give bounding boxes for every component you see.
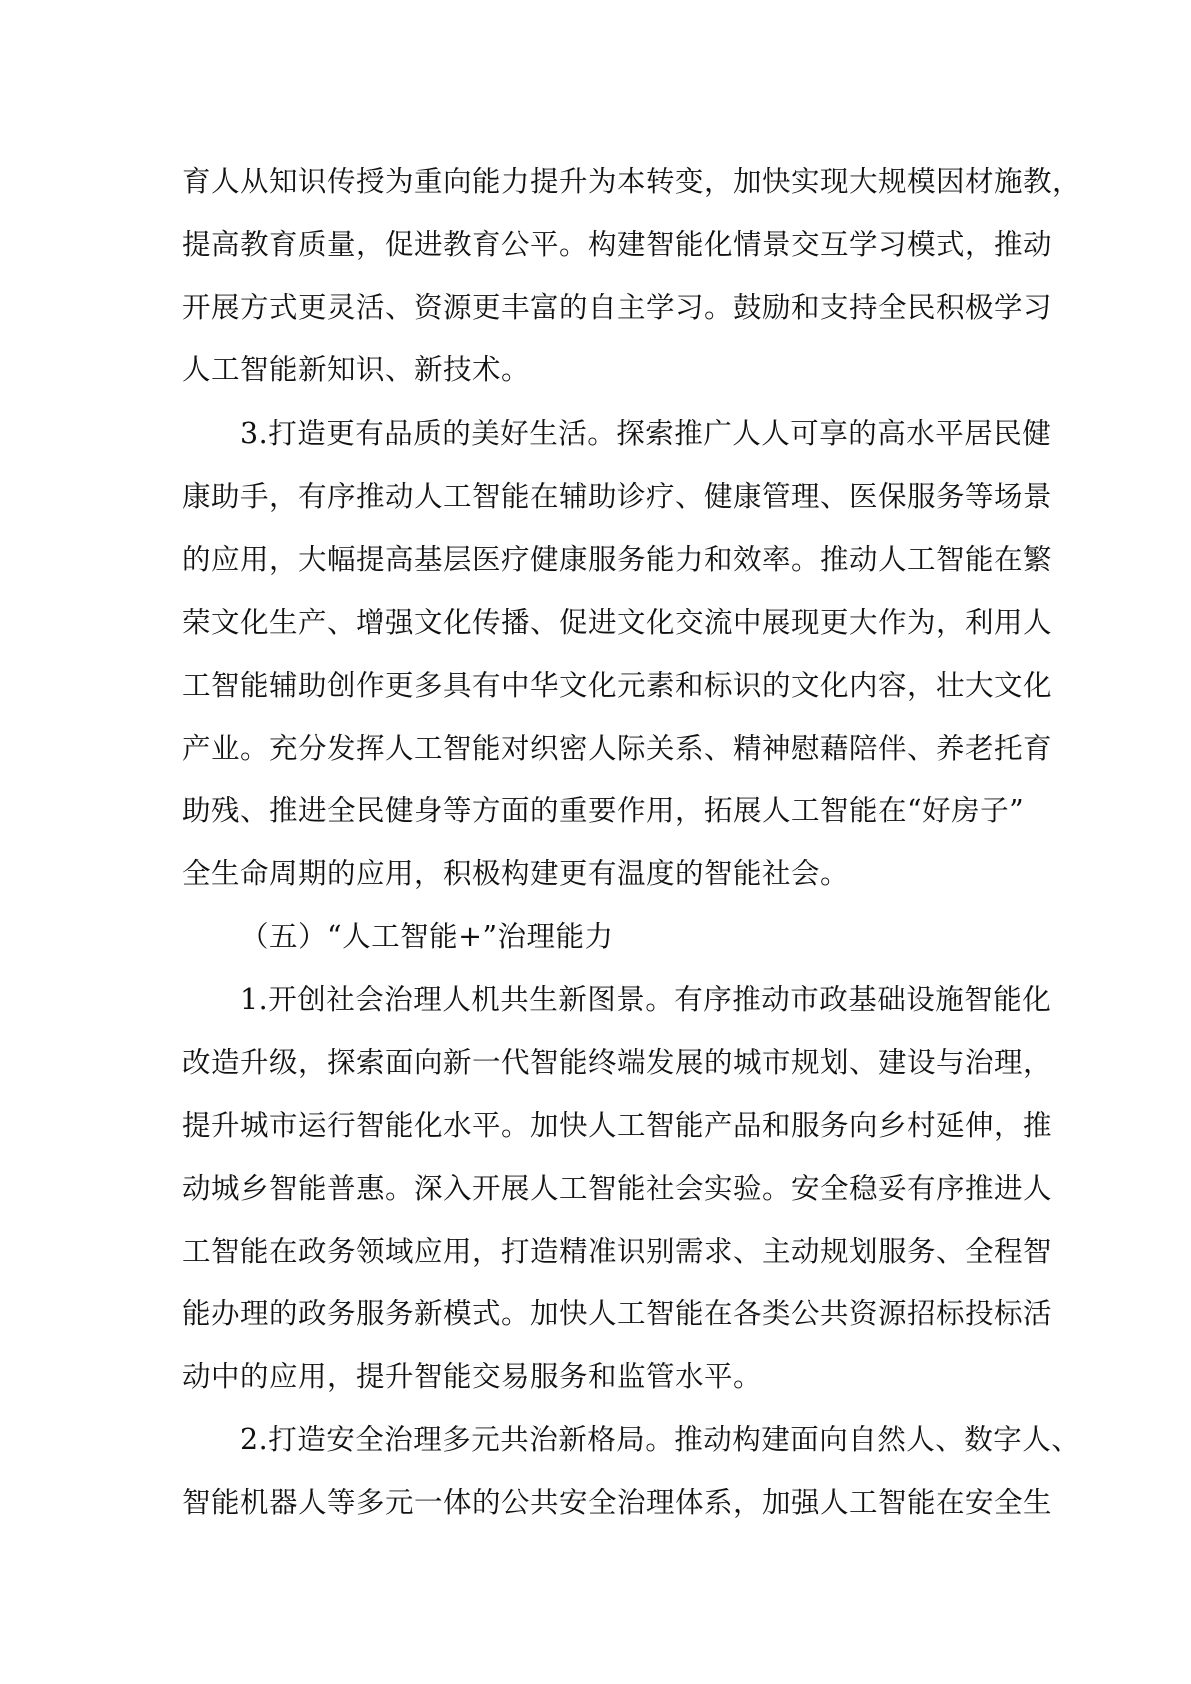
paragraph-first-line: 3.打造更有品质的美好生活。探索推广人人可享的高水平居民健 [240, 417, 1052, 450]
paragraph-line: 动城乡智能普惠。深入开展人工智能社会实验。安全稳妥有序推进人 [182, 1172, 1053, 1205]
paragraph-first-line: 2.打造安全治理多元共治新格局。推动构建面向自然人、数字人、 [240, 1423, 1081, 1456]
paragraph-line: 能办理的政务服务新模式。加快人工智能在各类公共资源招标投标活 [182, 1297, 1053, 1330]
paragraph-line: 人工智能新知识、新技术。 [182, 353, 531, 386]
paragraph-line: 动中的应用，提升智能交易服务和监管水平。 [182, 1360, 763, 1393]
paragraph-line: 荣文化生产、增强文化传播、促进文化交流中展现更大作为，利用人 [182, 606, 1053, 639]
paragraph-line: 提高教育质量，促进教育公平。构建智能化情景交互学习模式，推动 [182, 228, 1053, 261]
paragraph-line: 智能机器人等多元一体的公共安全治理体系，加强人工智能在安全生 [182, 1486, 1053, 1519]
paragraph-line: 开展方式更灵活、资源更丰富的自主学习。鼓励和支持全民积极学习 [182, 291, 1053, 324]
paragraph-line: 康助手，有序推动人工智能在辅助诊疗、健康管理、医保服务等场景 [182, 480, 1053, 513]
paragraph-line: 工智能辅助创作更多具有中华文化元素和标识的文化内容，壮大文化 [182, 669, 1053, 702]
paragraph-line: 全生命周期的应用，积极构建更有温度的智能社会。 [182, 857, 850, 890]
paragraph-line: 工智能在政务领域应用，打造精准识别需求、主动规划服务、全程智 [182, 1235, 1053, 1268]
paragraph-line: 育人从知识传授为重向能力提升为本转变，加快实现大规模因材施教， [182, 165, 1082, 198]
paragraph-first-line: 1.开创社会治理人机共生新图景。有序推动市政基础设施智能化 [240, 983, 1052, 1016]
paragraph-line: 助残、推进全民健身等方面的重要作用，拓展人工智能在“好房子” [182, 794, 1025, 827]
paragraph-line: 改造升级，探索面向新一代智能终端发展的城市规划、建设与治理， [182, 1046, 1053, 1079]
section-heading: （五）“人工智能+”治理能力 [240, 920, 614, 953]
paragraph-line: 产业。充分发挥人工智能对织密人际关系、精神慰藉陪伴、养老托育 [182, 732, 1053, 765]
paragraph-line: 的应用，大幅提高基层医疗健康服务能力和效率。推动人工智能在繁 [182, 543, 1053, 576]
paragraph-line: 提升城市运行智能化水平。加快人工智能产品和服务向乡村延伸，推 [182, 1109, 1053, 1142]
